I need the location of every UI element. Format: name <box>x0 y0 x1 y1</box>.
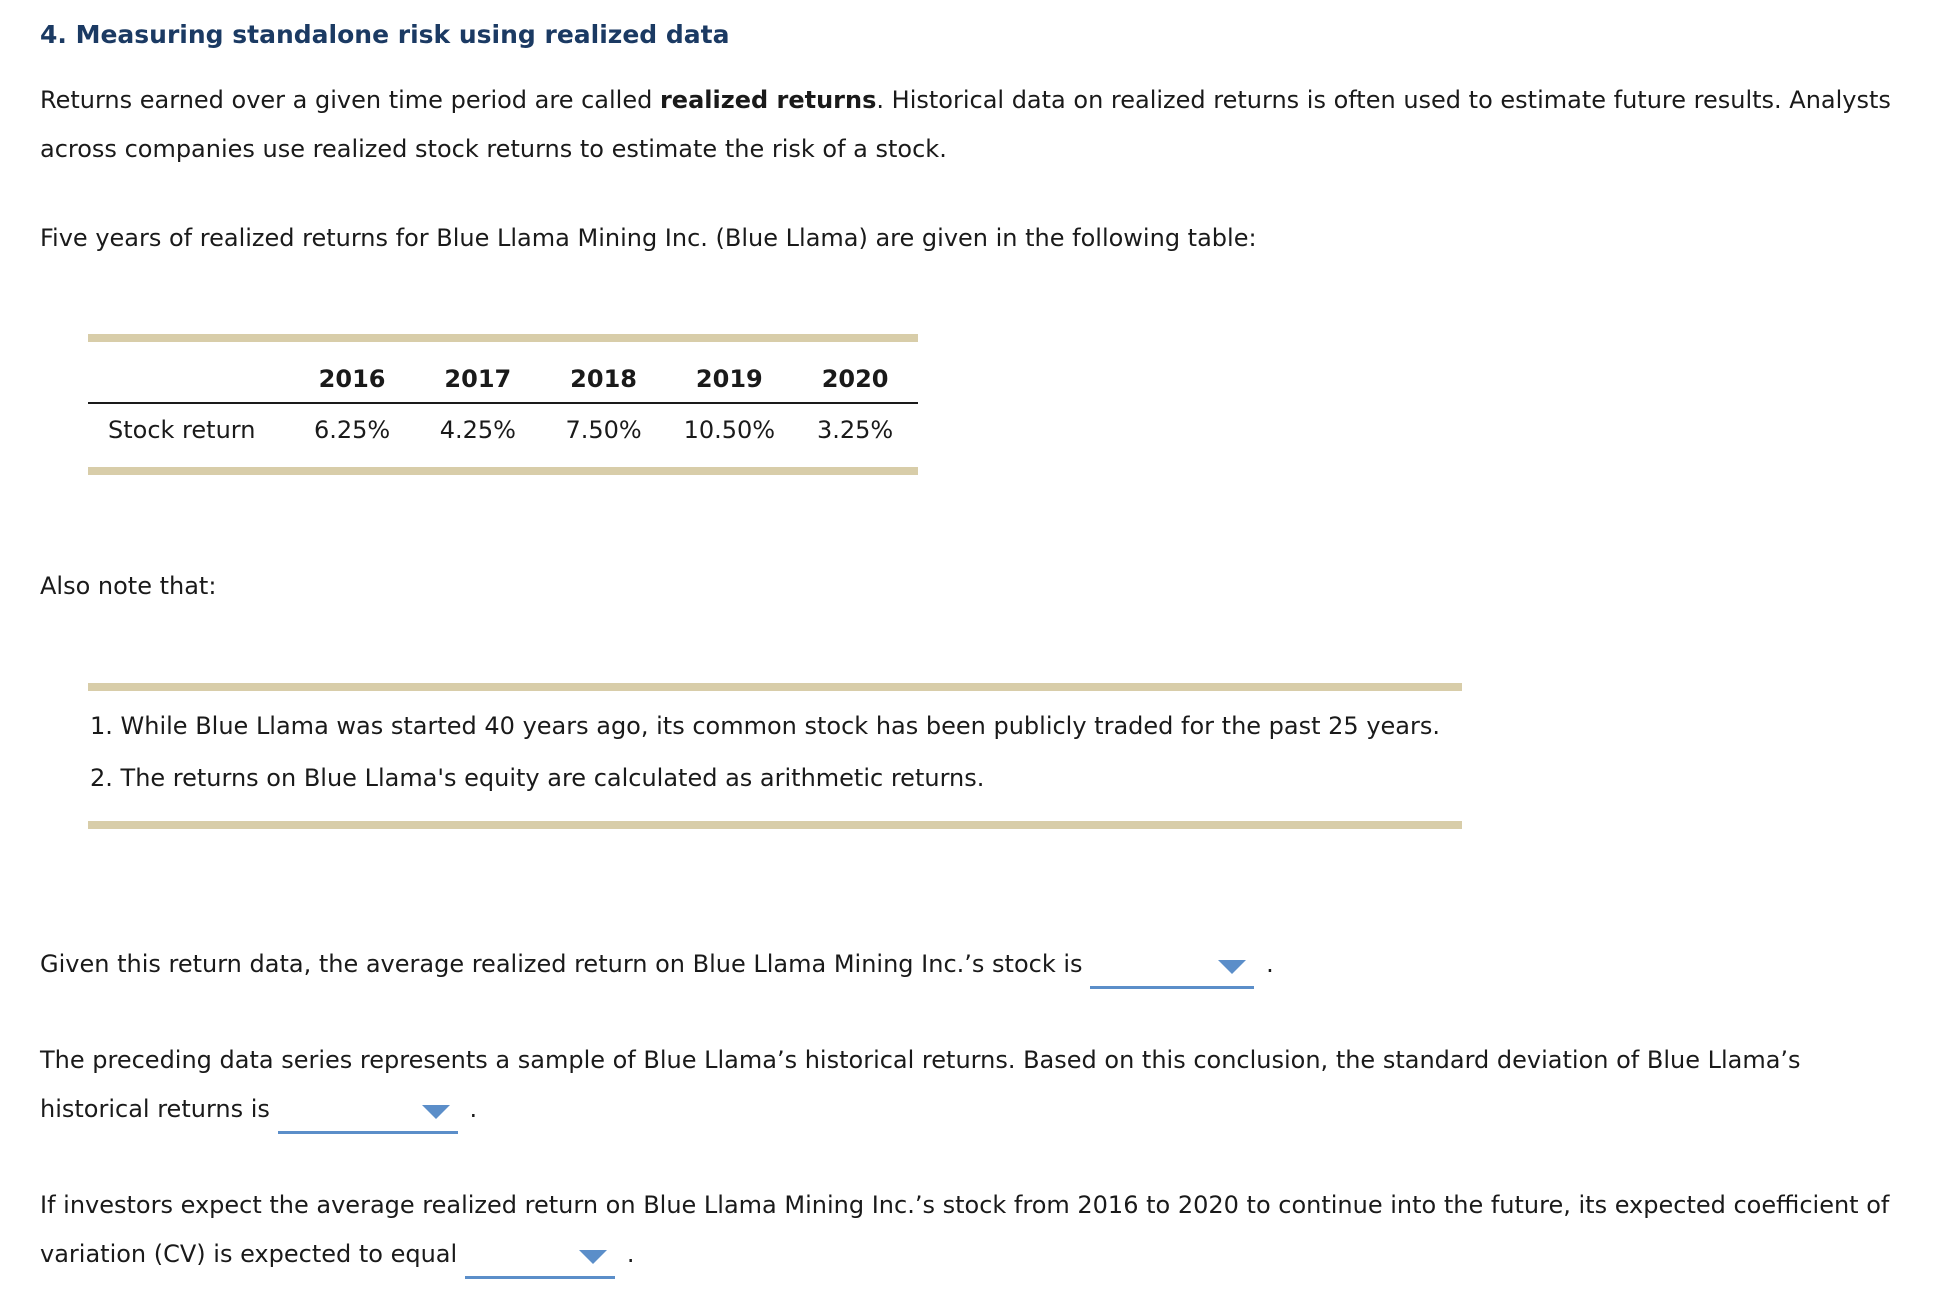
table-cell: 4.25% <box>439 416 516 444</box>
table-header-row <box>88 356 918 403</box>
table-header-blank <box>88 356 289 403</box>
table-intro-text: Five years of realized returns for Blue Llama Mining Inc. (Blue Llama) are given in the following table: <box>40 224 1257 252</box>
chevron-down-icon <box>1218 960 1246 974</box>
table-row <box>88 403 918 456</box>
row-label-stock-return: Stock return <box>108 416 256 444</box>
table-cell: 7.50% <box>565 416 642 444</box>
standard-deviation-dropdown[interactable] <box>278 1101 458 1134</box>
table-header-year: 2018 <box>541 356 667 403</box>
question-average-return <box>40 940 1900 989</box>
page-title: 4. Measuring standalone risk using realized data <box>40 20 730 49</box>
returns-table <box>88 356 918 456</box>
table-header-year: 2016 <box>289 356 415 403</box>
intro-text-2: . Historical data on realized returns is often used to estimate future results. Analysts across companies use realized stock returns to estimate the risk of a stock. <box>40 86 1891 163</box>
intro-bold-term: realized returns <box>659 86 877 114</box>
table-cell: 3.25% <box>816 416 894 444</box>
table-header-year: 2019 <box>666 356 792 403</box>
chevron-down-icon <box>422 1105 450 1119</box>
list-item: 2. The returns on Blue Llama's equity are calculated as arithmetic returns. <box>90 764 985 792</box>
sentence-end: . <box>626 1240 635 1268</box>
table-header-year: 2017 <box>415 356 541 403</box>
question-2-text: The preceding data series represents a sample of Blue Llama’s historical returns. Based on this conclusion, the standard deviation of Blue Llama’s historical returns is <box>40 1046 1801 1123</box>
cv-dropdown[interactable] <box>465 1246 615 1279</box>
notes-list <box>90 711 1440 815</box>
list-item: 1. While Blue Llama was started 40 years ago, its common stock has been publicly traded for the past 25 years. <box>90 712 1440 740</box>
question-standard-deviation <box>40 1036 1900 1134</box>
sentence-end: . <box>469 1095 478 1123</box>
table-cell: 10.50% <box>683 416 776 444</box>
table-header-year: 2020 <box>792 356 918 403</box>
question-coefficient-of-variation <box>40 1181 1900 1279</box>
also-note-text: Also note that: <box>40 572 217 600</box>
average-return-dropdown[interactable] <box>1090 956 1254 989</box>
intro-text-1: Returns earned over a given time period are called <box>40 86 660 114</box>
sentence-end: . <box>1266 950 1274 978</box>
question-1-text: Given this return data, the average realized return on Blue Llama Mining Inc.’s stock is <box>40 950 1083 978</box>
returns-table-box <box>88 334 918 475</box>
intro-paragraph <box>40 76 1900 174</box>
table-cell: 6.25% <box>313 416 391 444</box>
notes-box <box>88 683 1462 829</box>
question-3-text: If investors expect the average realized return on Blue Llama Mining Inc.’s stock from 2016 to 2020 to continue into the future, its expected coefficient of variation (CV) is expected to equal <box>40 1191 1890 1268</box>
chevron-down-icon <box>579 1250 607 1264</box>
